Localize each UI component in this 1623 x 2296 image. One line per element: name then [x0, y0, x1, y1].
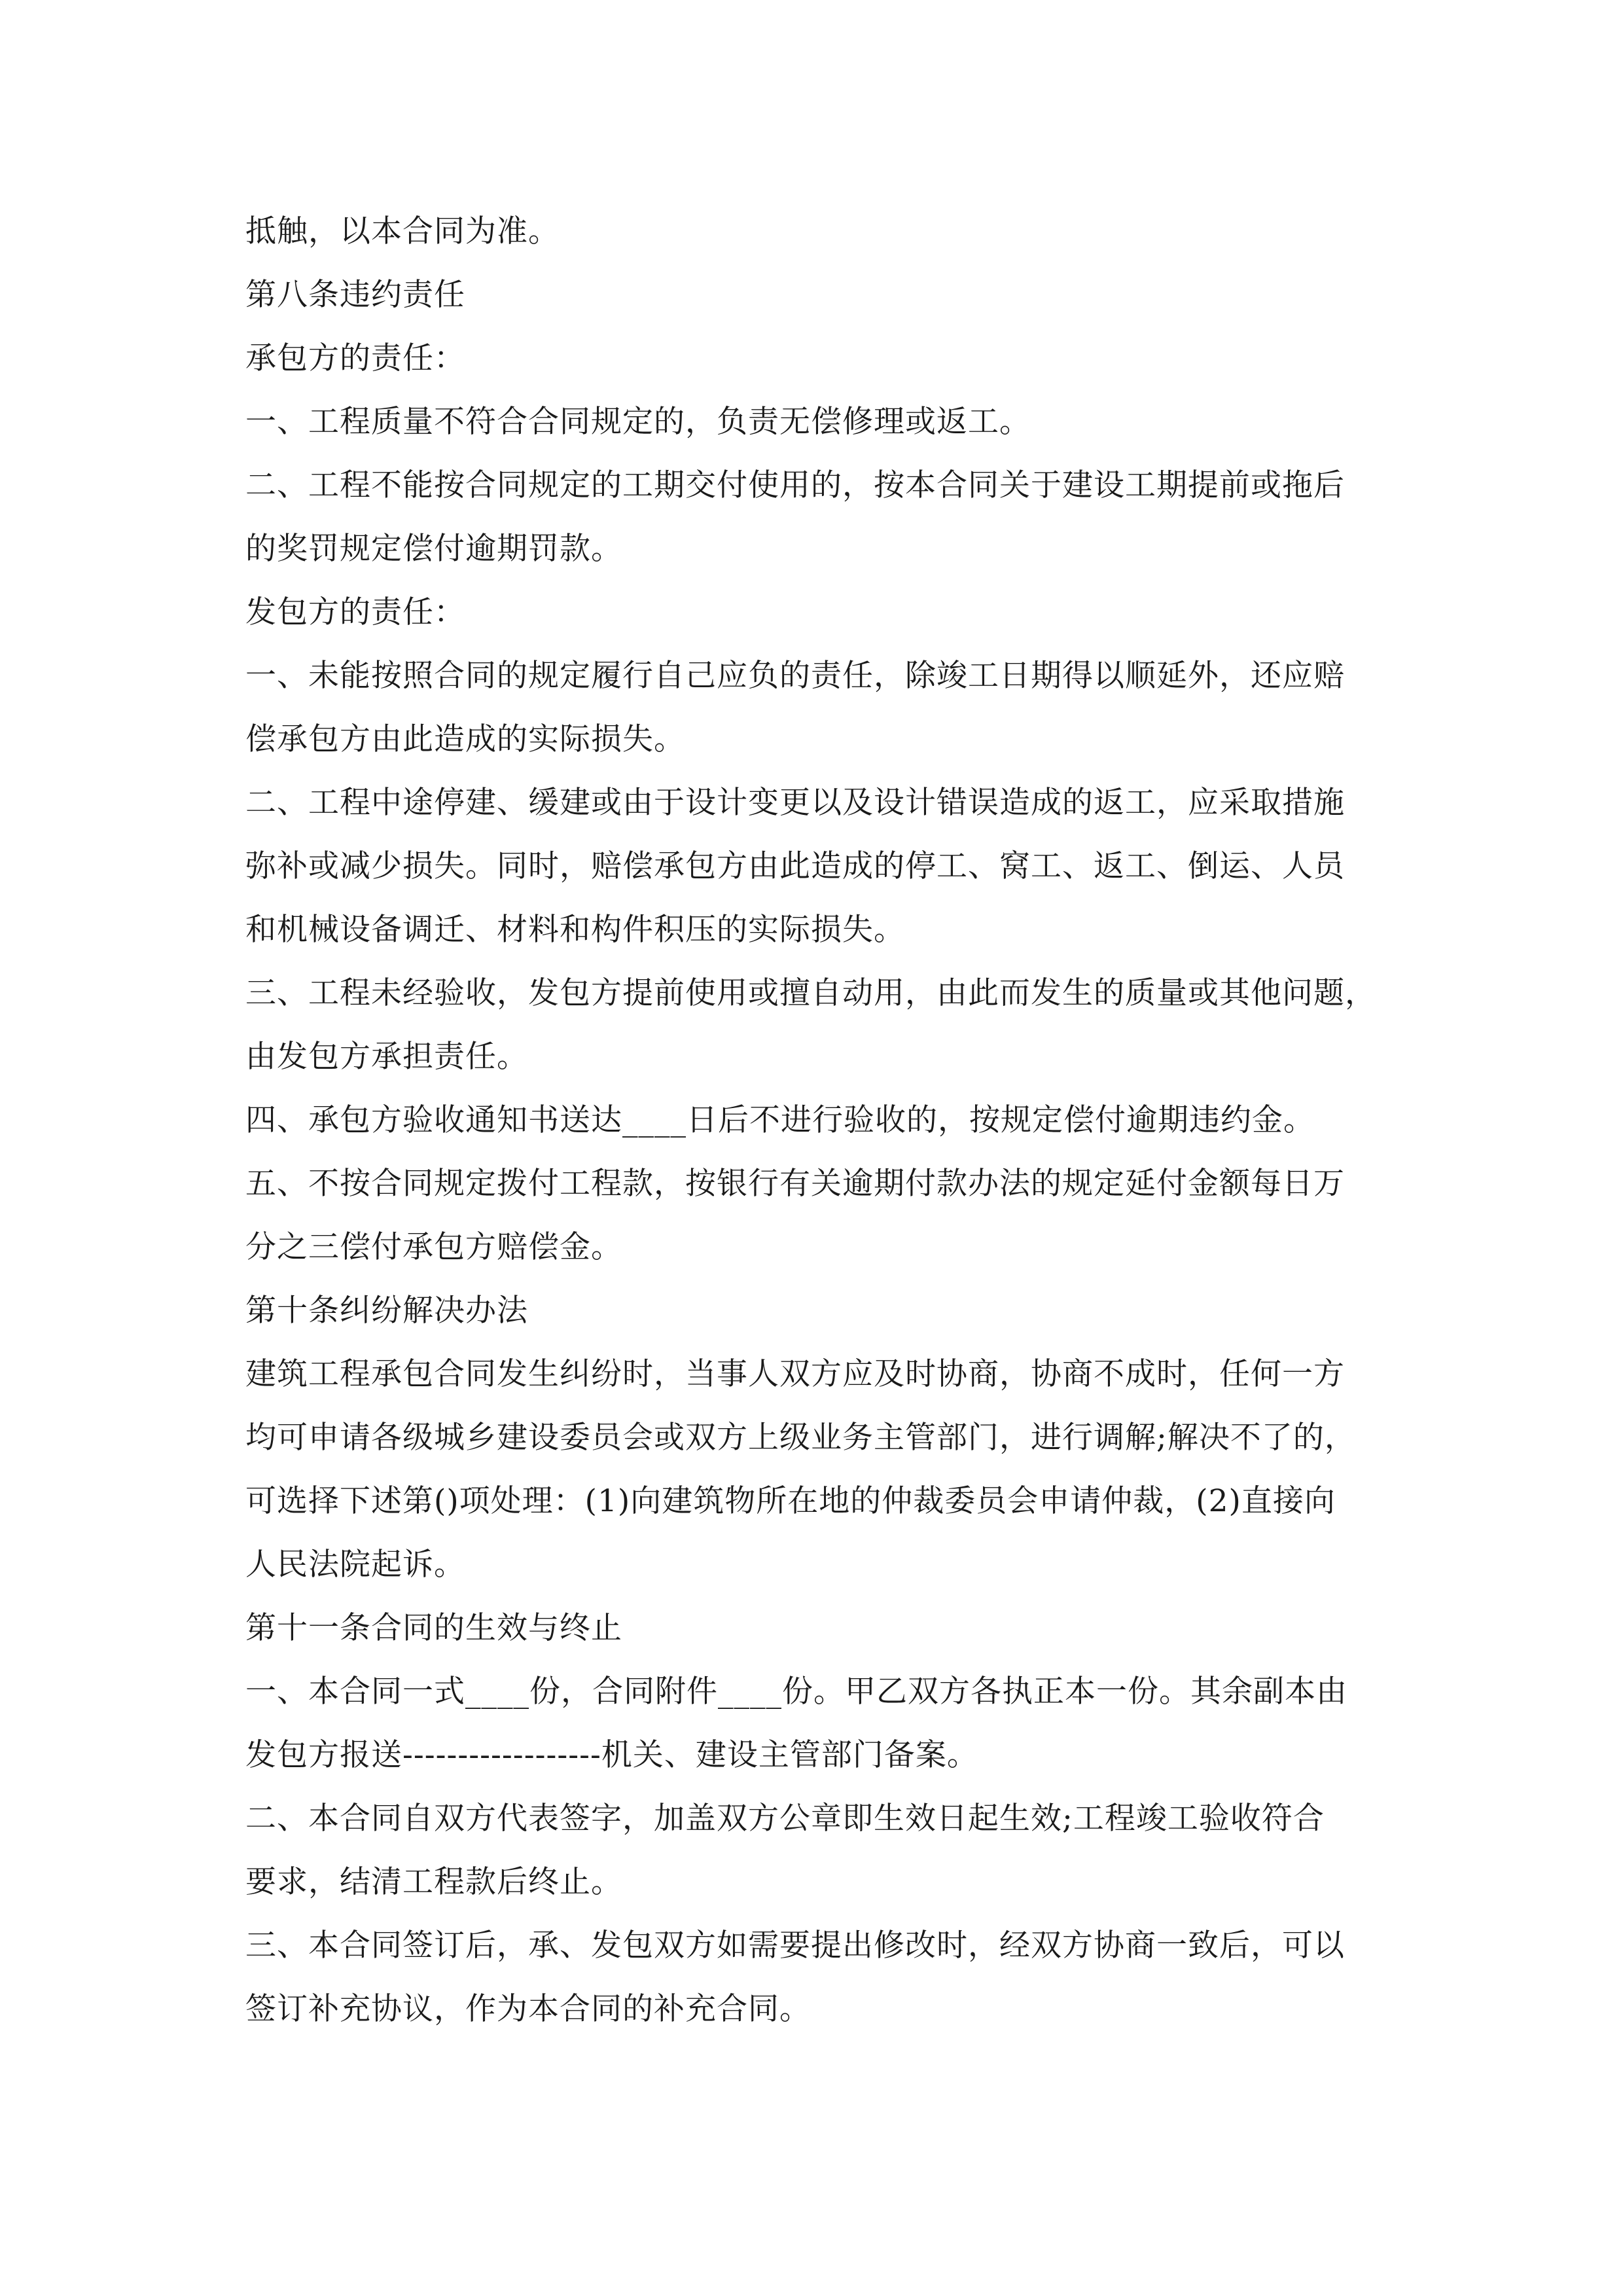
text-line: 抵触，以本合同为准。 [245, 213, 560, 249]
text-line: 一、工程质量不符合合同规定的，负责无偿修理或返工。 [245, 404, 1031, 440]
section-heading: 第八条违约责任 [245, 277, 465, 313]
text-line: 由发包方承担责任。 [245, 1039, 528, 1075]
text-line: 偿承包方由此造成的实际损失。 [245, 721, 685, 757]
section-heading: 第十一条合同的生效与终止 [245, 1610, 622, 1646]
text-line: 要求，结清工程款后终止。 [245, 1864, 622, 1900]
text-line: 弥补或减少损失。同时，赔偿承包方由此造成的停工、窝工、返工、倒运、人员 [245, 848, 1345, 884]
text-line: 人民法院起诉。 [245, 1547, 465, 1583]
text-line: 二、工程中途停建、缓建或由于设计变更以及设计错误造成的返工，应采取措施 [245, 785, 1345, 821]
text-line: 分之三偿付承包方赔偿金。 [245, 1229, 622, 1265]
text-line: 三、本合同签订后，承、发包双方如需要提出修改时，经双方协商一致后，可以 [245, 1928, 1345, 1964]
document-body [245, 200, 1404, 2041]
subsection-heading: 发包方的责任： [245, 594, 465, 630]
subsection-heading: 承包方的责任： [245, 340, 465, 376]
text-line: 二、工程不能按合同规定的工期交付使用的，按本合同关于建设工期提前或拖后 [245, 467, 1345, 503]
text-line: 可选择下述第()项处理：(1)向建筑物所在地的仲裁委员会申请仲裁，(2)直接向 [245, 1483, 1336, 1519]
text-line: 四、承包方验收通知书送达____日后不进行验收的，按规定偿付逾期违约金。 [245, 1102, 1315, 1138]
text-line: 签订补充协议，作为本合同的补充合同。 [245, 1991, 811, 2027]
section-heading: 第十条纠纷解决办法 [245, 1293, 528, 1329]
text-line: 和机械设备调迁、材料和构件积压的实际损失。 [245, 912, 905, 948]
text-line: 五、不按合同规定拨付工程款，按银行有关逾期付款办法的规定延付金额每日万 [245, 1166, 1345, 1202]
text-line: 一、本合同一式____份，合同附件____份。甲乙双方各执正本一份。其余副本由 [245, 1674, 1347, 1710]
text-line: 的奖罚规定偿付逾期罚款。 [245, 531, 622, 567]
text-line: 建筑工程承包合同发生纠纷时，当事人双方应及时协商，协商不成时，任何一方 [245, 1356, 1345, 1392]
text-line: 发包方报送------------------机关、建设主管部门备案。 [245, 1737, 978, 1773]
text-line: 一、未能按照合同的规定履行自己应负的责任，除竣工日期得以顺延外，还应赔 [245, 658, 1345, 694]
text-line: 三、工程未经验收，发包方提前使用或擅自动用，由此而发生的质量或其他问题， [245, 975, 1376, 1011]
text-line: 均可申请各级城乡建设委员会或双方上级业务主管部门，进行调解;解决不了的， [245, 1420, 1356, 1456]
text-line: 二、本合同自双方代表签字，加盖双方公章即生效日起生效;工程竣工验收符合 [245, 1801, 1325, 1837]
